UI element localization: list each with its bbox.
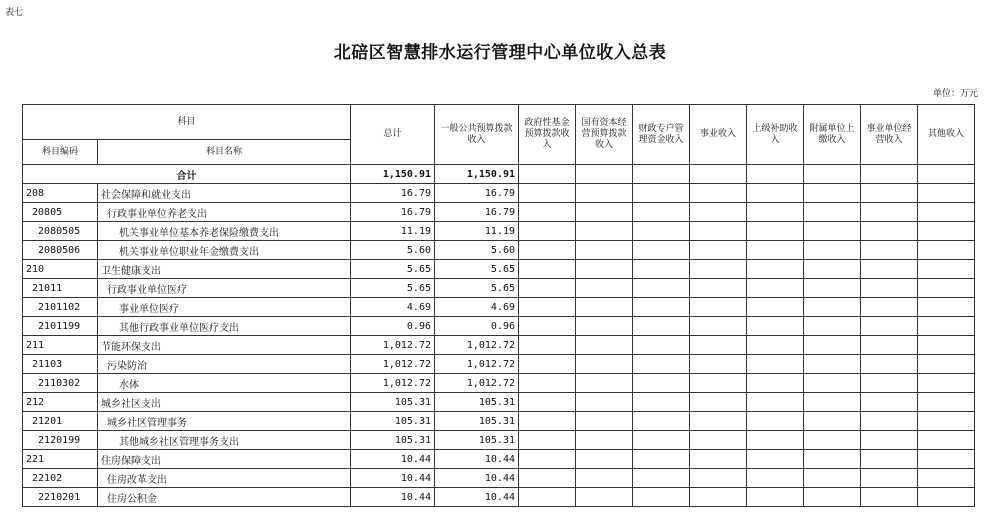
empty-cell: [918, 374, 975, 393]
general-budget-cell: 5.60: [435, 241, 519, 260]
subject-name-cell: 节能环保支出: [98, 336, 351, 355]
empty-cell: [861, 431, 918, 450]
empty-cell: [576, 488, 633, 507]
empty-cell: [690, 393, 747, 412]
empty-cell: [690, 260, 747, 279]
empty-cell: [690, 317, 747, 336]
subject-name-cell: 其他行政事业单位医疗支出: [98, 317, 351, 336]
empty-cell: [918, 203, 975, 222]
empty-cell: [918, 165, 975, 184]
total-cell: 5.65: [351, 260, 435, 279]
total-cell: 4.69: [351, 298, 435, 317]
table-row: [23, 222, 975, 241]
empty-cell: [861, 279, 918, 298]
subject-name-cell: 社会保障和就业支出: [98, 184, 351, 203]
income-summary-table: [22, 104, 975, 507]
subject-code-cell: 2101102: [23, 298, 98, 317]
empty-cell: [747, 412, 804, 431]
empty-cell: [747, 165, 804, 184]
empty-cell: [861, 317, 918, 336]
empty-cell: [747, 450, 804, 469]
empty-cell: [576, 450, 633, 469]
header-subject: 科目: [23, 105, 351, 140]
header-state-capital: 国有资本经营预算拨款收入: [576, 105, 633, 165]
empty-cell: [633, 298, 690, 317]
empty-cell: [804, 450, 861, 469]
subject-name-cell: 事业单位医疗: [98, 298, 351, 317]
general-budget-cell: 1,012.72: [435, 374, 519, 393]
empty-cell: [519, 203, 576, 222]
empty-cell: [861, 393, 918, 412]
empty-cell: [918, 317, 975, 336]
empty-cell: [576, 184, 633, 203]
empty-cell: [690, 469, 747, 488]
subject-name-cell: 污染防治: [98, 355, 351, 374]
empty-cell: [519, 412, 576, 431]
empty-cell: [576, 336, 633, 355]
general-budget-cell: 0.96: [435, 317, 519, 336]
subject-name-cell: 住房保障支出: [98, 450, 351, 469]
empty-cell: [861, 298, 918, 317]
empty-cell: [633, 279, 690, 298]
empty-cell: [519, 317, 576, 336]
empty-cell: [861, 355, 918, 374]
empty-cell: [576, 393, 633, 412]
empty-cell: [690, 431, 747, 450]
empty-cell: [519, 374, 576, 393]
empty-cell: [918, 412, 975, 431]
empty-cell: [576, 298, 633, 317]
total-row: [23, 165, 975, 184]
header-superior-subsidy: 上级补助收入: [747, 105, 804, 165]
subject-code-cell: 210: [23, 260, 98, 279]
empty-cell: [576, 355, 633, 374]
empty-cell: [918, 336, 975, 355]
subject-code-cell: 2120199: [23, 431, 98, 450]
general-budget-cell: 10.44: [435, 450, 519, 469]
empty-cell: [918, 393, 975, 412]
empty-cell: [519, 336, 576, 355]
table-row: [23, 355, 975, 374]
total-label: 合计: [23, 165, 351, 184]
empty-cell: [747, 222, 804, 241]
empty-cell: [804, 431, 861, 450]
subject-name-cell: 城乡社区管理事务: [98, 412, 351, 431]
empty-cell: [519, 488, 576, 507]
empty-cell: [918, 355, 975, 374]
empty-cell: [633, 374, 690, 393]
table-row: [23, 431, 975, 450]
empty-cell: [861, 241, 918, 260]
total-cell: 105.31: [351, 431, 435, 450]
empty-cell: [861, 203, 918, 222]
empty-cell: [519, 469, 576, 488]
empty-cell: [633, 450, 690, 469]
empty-cell: [576, 203, 633, 222]
empty-cell: [633, 241, 690, 260]
empty-cell: [633, 355, 690, 374]
general-budget-cell: 105.31: [435, 393, 519, 412]
empty-cell: [861, 412, 918, 431]
empty-cell: [690, 355, 747, 374]
table-row: [23, 260, 975, 279]
total-cell: 0.96: [351, 317, 435, 336]
empty-cell: [804, 488, 861, 507]
empty-cell: [519, 260, 576, 279]
empty-cell: [747, 469, 804, 488]
table-row: [23, 298, 975, 317]
table-row: [23, 184, 975, 203]
subject-code-cell: 2080505: [23, 222, 98, 241]
subject-code-cell: 20805: [23, 203, 98, 222]
total-cell: 5.60: [351, 241, 435, 260]
empty-cell: [576, 374, 633, 393]
empty-cell: [690, 241, 747, 260]
empty-cell: [690, 184, 747, 203]
empty-cell: [576, 469, 633, 488]
empty-cell: [804, 336, 861, 355]
empty-cell: [633, 488, 690, 507]
empty-cell: [519, 184, 576, 203]
general-budget-cell: 11.19: [435, 222, 519, 241]
empty-cell: [690, 488, 747, 507]
empty-cell: [690, 450, 747, 469]
empty-cell: [576, 241, 633, 260]
empty-cell: [633, 393, 690, 412]
empty-cell: [918, 469, 975, 488]
empty-cell: [519, 241, 576, 260]
empty-cell: [861, 374, 918, 393]
empty-cell: [918, 241, 975, 260]
header-affiliated: 附属单位上缴收入: [804, 105, 861, 165]
general-budget-cell: 105.31: [435, 431, 519, 450]
empty-cell: [918, 279, 975, 298]
subject-name-cell: 住房公积金: [98, 488, 351, 507]
empty-cell: [690, 412, 747, 431]
header-general-budget: 一般公共预算拨款收入: [435, 105, 519, 165]
empty-cell: [633, 317, 690, 336]
subject-code-cell: 2110302: [23, 374, 98, 393]
header-fiscal-special: 财政专户管理资金收入: [633, 105, 690, 165]
empty-cell: [576, 412, 633, 431]
empty-cell: [690, 374, 747, 393]
general-budget-cell: 105.31: [435, 412, 519, 431]
total-cell: 105.31: [351, 412, 435, 431]
table-row: [23, 450, 975, 469]
general-budget-cell: 1,012.72: [435, 336, 519, 355]
empty-cell: [804, 241, 861, 260]
general-budget-cell: 4.69: [435, 298, 519, 317]
subject-name-cell: 行政事业单位养老支出: [98, 203, 351, 222]
subject-code-cell: 22102: [23, 469, 98, 488]
empty-cell: [861, 222, 918, 241]
empty-cell: [576, 260, 633, 279]
empty-cell: [690, 203, 747, 222]
table-row: [23, 412, 975, 431]
total-cell: 1,012.72: [351, 355, 435, 374]
empty-cell: [633, 260, 690, 279]
table-row: [23, 374, 975, 393]
empty-cell: [519, 165, 576, 184]
empty-cell: [918, 431, 975, 450]
header-total: 总计: [351, 105, 435, 165]
empty-cell: [918, 184, 975, 203]
total-cell: 10.44: [351, 450, 435, 469]
empty-cell: [519, 222, 576, 241]
header-business: 事业收入: [690, 105, 747, 165]
header-operating: 事业单位经营收入: [861, 105, 918, 165]
general-budget-cell: 16.79: [435, 203, 519, 222]
subject-code-cell: 2210201: [23, 488, 98, 507]
subject-name-cell: 卫生健康支出: [98, 260, 351, 279]
empty-cell: [861, 260, 918, 279]
empty-cell: [747, 317, 804, 336]
total-cell: 11.19: [351, 222, 435, 241]
empty-cell: [576, 317, 633, 336]
empty-cell: [576, 431, 633, 450]
empty-cell: [747, 241, 804, 260]
empty-cell: [633, 203, 690, 222]
empty-cell: [747, 374, 804, 393]
empty-cell: [690, 165, 747, 184]
total-cell: 1,012.72: [351, 336, 435, 355]
subject-code-cell: 211: [23, 336, 98, 355]
empty-cell: [576, 279, 633, 298]
empty-cell: [633, 336, 690, 355]
empty-cell: [918, 260, 975, 279]
general-budget-cell: 10.44: [435, 488, 519, 507]
empty-cell: [633, 469, 690, 488]
subject-name-cell: 其他城乡社区管理事务支出: [98, 431, 351, 450]
unit-label: 单位：万元: [932, 89, 978, 99]
total-cell: 1,150.91: [351, 165, 435, 184]
empty-cell: [576, 222, 633, 241]
empty-cell: [804, 374, 861, 393]
subject-name-cell: 行政事业单位医疗: [98, 279, 351, 298]
total-cell: 16.79: [351, 203, 435, 222]
header-subject-code: 科目编码: [23, 140, 98, 165]
empty-cell: [690, 279, 747, 298]
empty-cell: [690, 298, 747, 317]
subject-name-cell: 水体: [98, 374, 351, 393]
empty-cell: [747, 260, 804, 279]
empty-cell: [747, 355, 804, 374]
table-row: [23, 203, 975, 222]
empty-cell: [747, 488, 804, 507]
table-row: [23, 317, 975, 336]
general-budget-cell: 10.44: [435, 469, 519, 488]
empty-cell: [633, 165, 690, 184]
empty-cell: [861, 336, 918, 355]
empty-cell: [804, 298, 861, 317]
empty-cell: [918, 222, 975, 241]
empty-cell: [747, 298, 804, 317]
empty-cell: [747, 431, 804, 450]
subject-code-cell: 212: [23, 393, 98, 412]
empty-cell: [804, 203, 861, 222]
empty-cell: [804, 317, 861, 336]
empty-cell: [576, 165, 633, 184]
empty-cell: [519, 355, 576, 374]
empty-cell: [804, 222, 861, 241]
header-gov-fund: 政府性基金预算拨款收入: [519, 105, 576, 165]
empty-cell: [747, 393, 804, 412]
empty-cell: [633, 412, 690, 431]
empty-cell: [633, 431, 690, 450]
subject-code-cell: 21011: [23, 279, 98, 298]
total-cell: 5.65: [351, 279, 435, 298]
total-cell: 16.79: [351, 184, 435, 203]
total-cell: 105.31: [351, 393, 435, 412]
total-cell: 10.44: [351, 469, 435, 488]
general-budget-cell: 5.65: [435, 260, 519, 279]
empty-cell: [519, 450, 576, 469]
empty-cell: [804, 393, 861, 412]
empty-cell: [861, 450, 918, 469]
empty-cell: [918, 298, 975, 317]
table-label: 表七: [5, 8, 24, 18]
table-row: [23, 488, 975, 507]
empty-cell: [861, 488, 918, 507]
page-title: 北碚区智慧排水运行管理中心单位收入总表: [333, 43, 667, 63]
empty-cell: [804, 260, 861, 279]
subject-code-cell: 21103: [23, 355, 98, 374]
empty-cell: [747, 336, 804, 355]
subject-code-cell: 221: [23, 450, 98, 469]
empty-cell: [633, 184, 690, 203]
table-row: [23, 336, 975, 355]
empty-cell: [747, 279, 804, 298]
empty-cell: [861, 469, 918, 488]
empty-cell: [804, 355, 861, 374]
general-budget-cell: 1,150.91: [435, 165, 519, 184]
general-budget-cell: 1,012.72: [435, 355, 519, 374]
general-budget-cell: 16.79: [435, 184, 519, 203]
subject-name-cell: 城乡社区支出: [98, 393, 351, 412]
subject-name-cell: 机关事业单位职业年金缴费支出: [98, 241, 351, 260]
total-cell: 1,012.72: [351, 374, 435, 393]
subject-code-cell: 2080506: [23, 241, 98, 260]
subject-code-cell: 21201: [23, 412, 98, 431]
table-row: [23, 393, 975, 412]
empty-cell: [519, 298, 576, 317]
general-budget-cell: 5.65: [435, 279, 519, 298]
table-row: [23, 469, 975, 488]
empty-cell: [747, 184, 804, 203]
header-subject-name: 科目名称: [98, 140, 351, 165]
empty-cell: [690, 222, 747, 241]
empty-cell: [918, 488, 975, 507]
table-row: [23, 279, 975, 298]
empty-cell: [633, 222, 690, 241]
empty-cell: [519, 431, 576, 450]
empty-cell: [690, 336, 747, 355]
subject-code-cell: 2101199: [23, 317, 98, 336]
header-other: 其他收入: [918, 105, 975, 165]
subject-name-cell: 机关事业单位基本养老保险缴费支出: [98, 222, 351, 241]
table-row: [23, 241, 975, 260]
empty-cell: [861, 184, 918, 203]
empty-cell: [804, 412, 861, 431]
empty-cell: [804, 469, 861, 488]
empty-cell: [804, 279, 861, 298]
subject-name-cell: 住房改革支出: [98, 469, 351, 488]
empty-cell: [519, 393, 576, 412]
total-cell: 10.44: [351, 488, 435, 507]
empty-cell: [804, 165, 861, 184]
empty-cell: [861, 165, 918, 184]
empty-cell: [918, 450, 975, 469]
empty-cell: [519, 279, 576, 298]
empty-cell: [747, 203, 804, 222]
empty-cell: [804, 184, 861, 203]
subject-code-cell: 208: [23, 184, 98, 203]
